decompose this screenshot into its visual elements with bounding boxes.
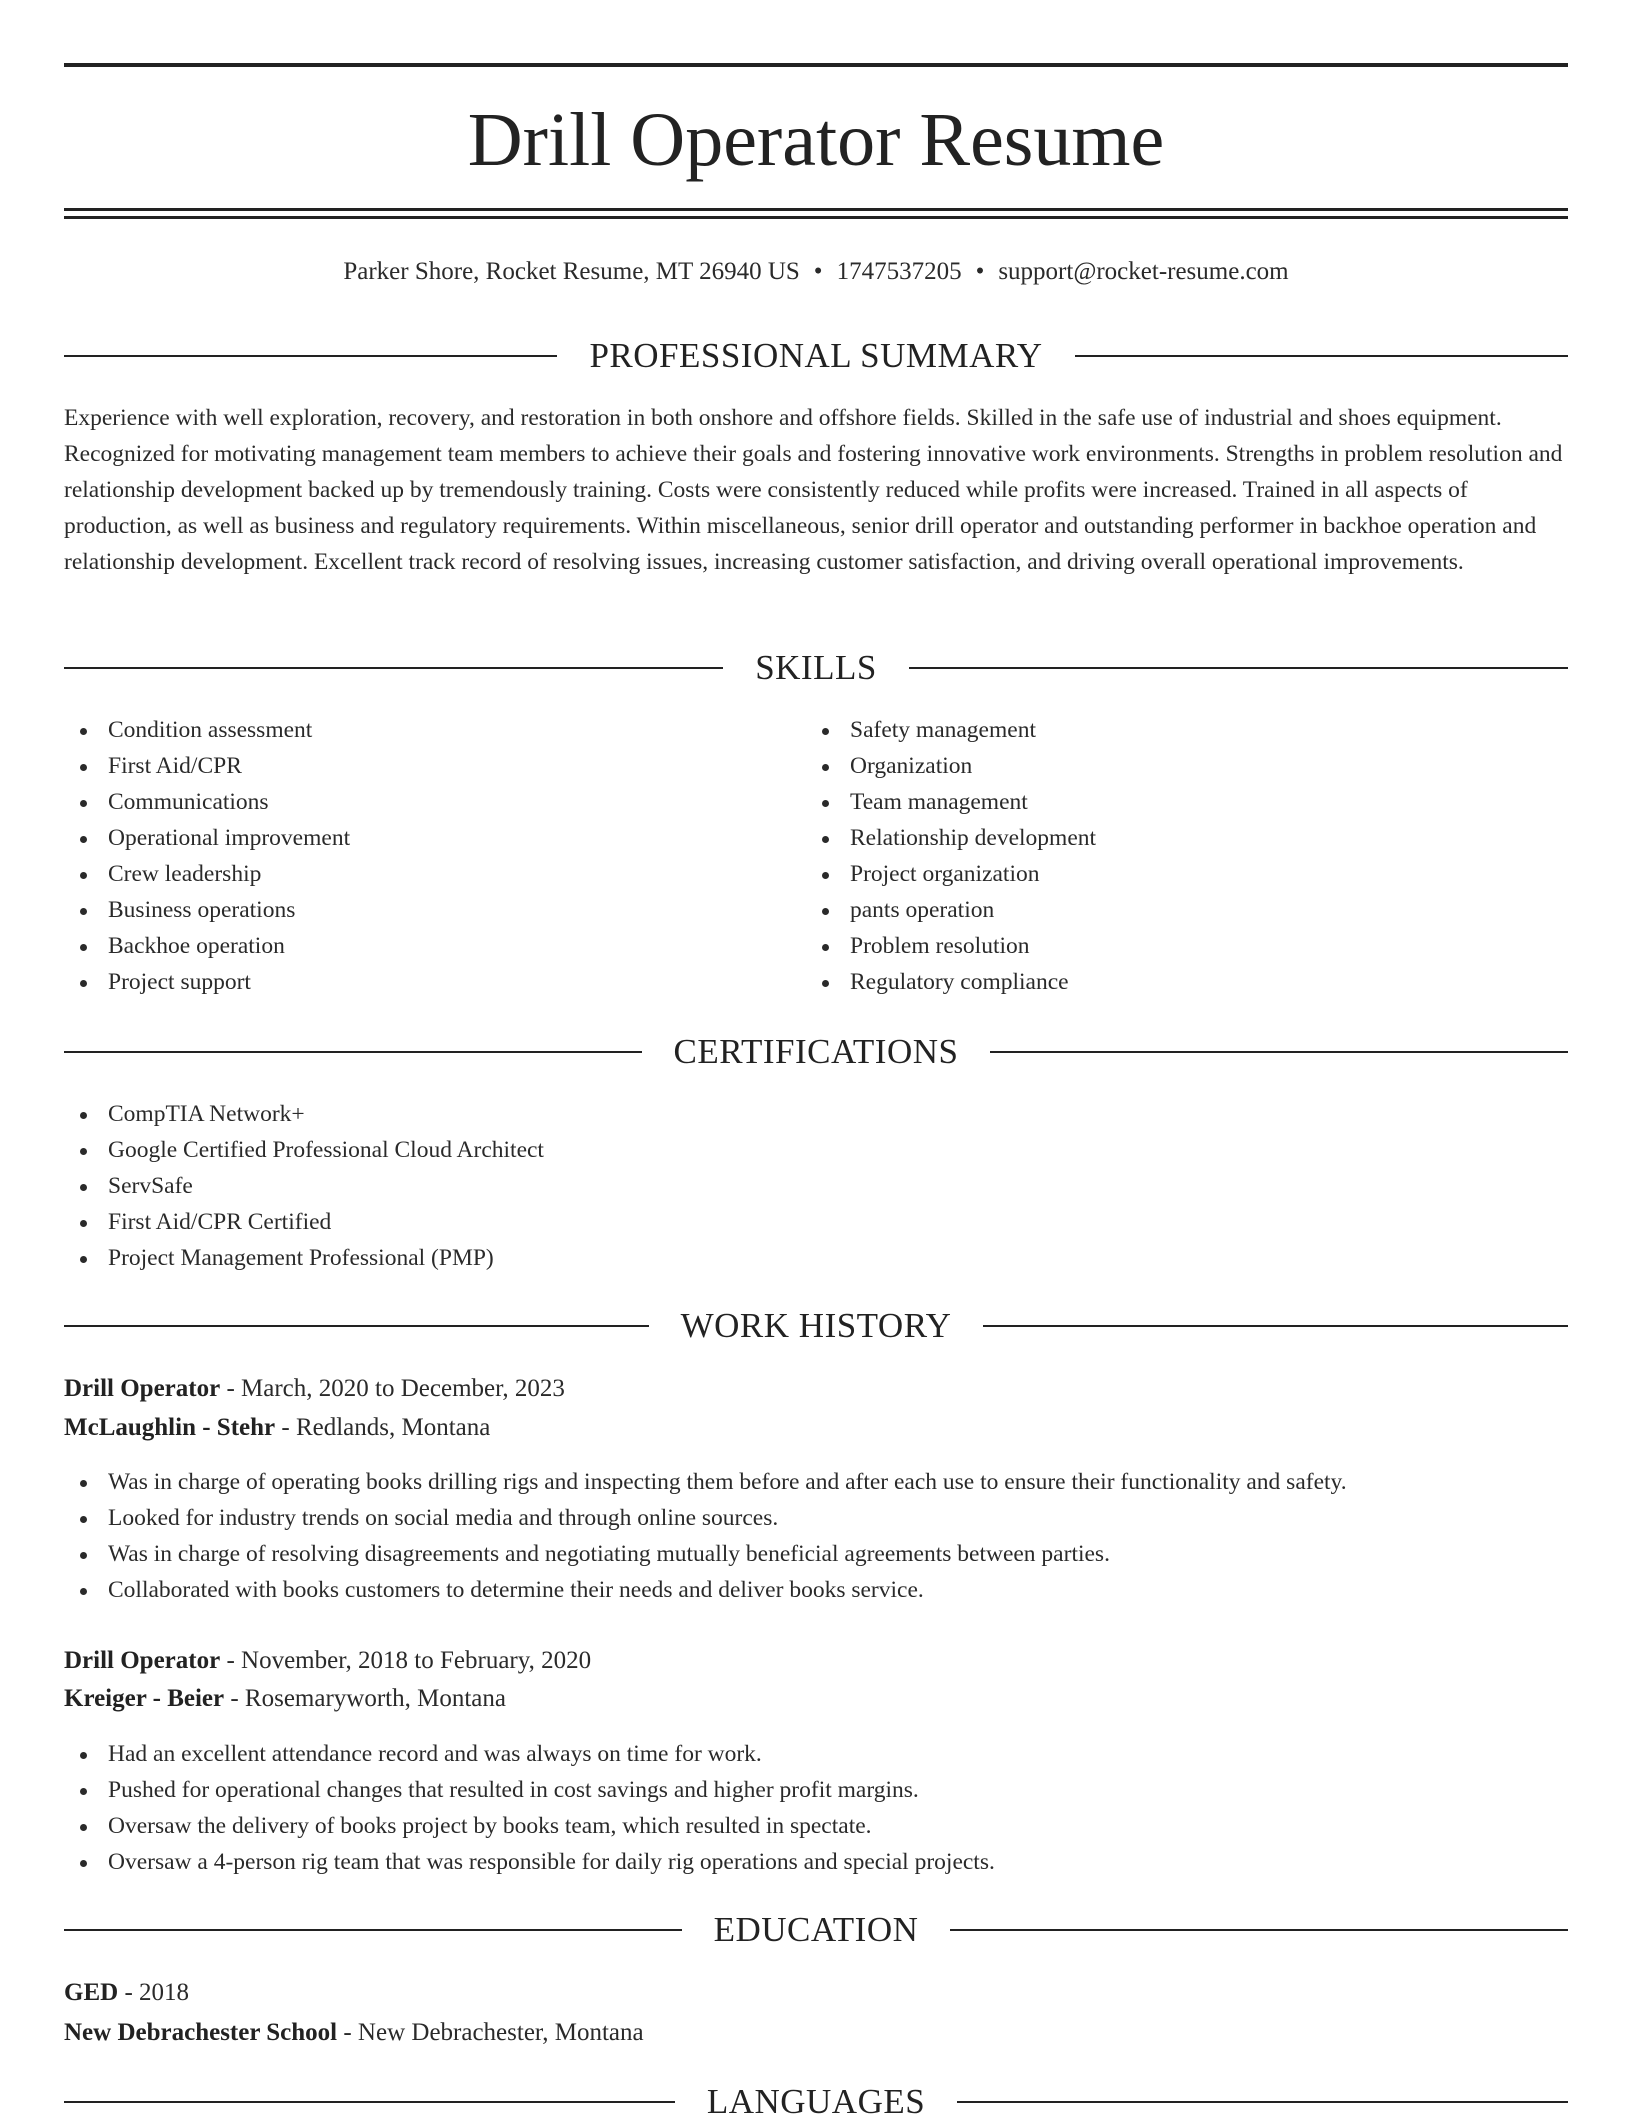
- certifications-list: [64, 1096, 1568, 1276]
- job-company: McLaughlin - Stehr: [64, 1414, 276, 1441]
- section-title: LANGUAGES: [706, 2082, 926, 2121]
- divider-line: [64, 355, 557, 357]
- skill-item: Business operations: [64, 892, 804, 928]
- skills-list-left: [64, 712, 804, 1000]
- title-rule-upper: [64, 208, 1568, 211]
- section-header-skills: [64, 646, 1568, 690]
- divider-line: [64, 1051, 642, 1053]
- section-header-work-history: [64, 1304, 1568, 1348]
- job-location: - Redlands, Montana: [275, 1414, 491, 1441]
- contact-separator: •: [975, 258, 985, 285]
- skill-item: Operational improvement: [64, 820, 804, 856]
- divider-line: [64, 2101, 675, 2103]
- skill-item: Regulatory compliance: [806, 964, 1566, 1000]
- skills-list-right: [806, 712, 1566, 1000]
- job-title-line: [64, 1642, 1568, 1680]
- certification-item: Google Certified Professional Cloud Architect: [64, 1132, 1568, 1168]
- section-header-languages: [64, 2080, 1568, 2124]
- job-bullet: Was in charge of resolving disagreements and negotiating mutually beneficial agreements between parties.: [64, 1536, 1568, 1572]
- job-bullet-list: [64, 1736, 1568, 1880]
- education-location: - New Debrachester, Montana: [337, 2019, 644, 2046]
- education-degree-line: [64, 1974, 1568, 2012]
- divider-line: [990, 1051, 1568, 1053]
- job-company-line: [64, 1680, 1568, 1718]
- resume-title: Drill Operator Resume: [467, 98, 1165, 182]
- skill-item: Project organization: [806, 856, 1566, 892]
- skill-item: Team management: [806, 784, 1566, 820]
- skill-item: Project support: [64, 964, 804, 1000]
- divider-line: [64, 667, 723, 669]
- section-header-education: [64, 1908, 1568, 1952]
- certification-item: Project Management Professional (PMP): [64, 1240, 1568, 1276]
- education-school: New Debrachester School: [64, 2019, 338, 2046]
- job-bullet: Oversaw a 4-person rig team that was responsible for daily rig operations and special projects.: [64, 1844, 1568, 1880]
- skill-item: Organization: [806, 748, 1566, 784]
- job-dates: - November, 2018 to February, 2020: [220, 1647, 592, 1674]
- divider-line: [64, 1325, 649, 1327]
- section-title: CERTIFICATIONS: [673, 1032, 959, 1071]
- section-title: PROFESSIONAL SUMMARY: [589, 336, 1043, 375]
- job-company: Kreiger - Beier: [64, 1685, 225, 1712]
- contact-separator: •: [813, 258, 823, 285]
- top-rule: [64, 63, 1568, 67]
- contact-line: [64, 254, 1568, 290]
- skill-item: Safety management: [806, 712, 1566, 748]
- section-header-summary: [64, 334, 1568, 378]
- job-dates: - March, 2020 to December, 2023: [220, 1375, 565, 1402]
- divider-line: [64, 1929, 682, 1931]
- job-bullet: Was in charge of operating books drilling rigs and inspecting them before and after each use to ensure their functionality and safety.: [64, 1464, 1568, 1500]
- job-bullet: Had an excellent attendance record and was always on time for work.: [64, 1736, 1568, 1772]
- skill-item: First Aid/CPR: [64, 748, 804, 784]
- education-school-line: [64, 2014, 1568, 2052]
- job-bullet: Pushed for operational changes that resulted in cost savings and higher profit margins.: [64, 1772, 1568, 1808]
- job-bullet-list: [64, 1464, 1568, 1608]
- skill-item: Communications: [64, 784, 804, 820]
- job-title: Drill Operator: [64, 1375, 221, 1402]
- job-title: Drill Operator: [64, 1647, 221, 1674]
- divider-line: [983, 1325, 1568, 1327]
- section-title: SKILLS: [755, 648, 877, 687]
- skill-item: Crew leadership: [64, 856, 804, 892]
- education-year: - 2018: [118, 1979, 190, 2006]
- contact-email[interactable]: support@rocket-resume.com: [998, 258, 1289, 285]
- divider-line: [950, 1929, 1568, 1931]
- skill-item: Relationship development: [806, 820, 1566, 856]
- divider-line: [957, 2101, 1568, 2103]
- skill-item: pants operation: [806, 892, 1566, 928]
- certification-item: ServSafe: [64, 1168, 1568, 1204]
- certification-item: CompTIA Network+: [64, 1096, 1568, 1132]
- education-degree: GED: [64, 1979, 119, 2006]
- certification-item: First Aid/CPR Certified: [64, 1204, 1568, 1240]
- skill-item: Problem resolution: [806, 928, 1566, 964]
- job-location: - Rosemaryworth, Montana: [224, 1685, 506, 1712]
- job-company-line: [64, 1409, 1568, 1447]
- section-title: WORK HISTORY: [680, 1306, 952, 1345]
- summary-text: Experience with well exploration, recovery, and restoration in both onshore and offshore fields. Skilled in the safe use of industrial and shoes equipment. Recognized for motivating management team members to achieve their goals and fostering innovative work environments. Strengths in problem resolution and relationship development backed up by tremendously training. Costs were consistently reduced while profits were increased. Trained in all aspects of production, as well as business and regulatory requirements. Within miscellaneous, senior drill operator and outstanding performer in backhoe operation and relationship development. Excellent track record of resolving issues, increasing customer satisfaction, and driving overall operational improvements.: [64, 405, 1563, 575]
- divider-line: [909, 667, 1568, 669]
- divider-line: [1075, 355, 1568, 357]
- skill-item: Backhoe operation: [64, 928, 804, 964]
- job-bullet: Looked for industry trends on social media and through online sources.: [64, 1500, 1568, 1536]
- contact-address: Parker Shore, Rocket Resume, MT 26940 US: [343, 258, 800, 285]
- section-title: EDUCATION: [713, 1910, 919, 1949]
- section-header-certifications: [64, 1030, 1568, 1074]
- skill-item: Condition assessment: [64, 712, 804, 748]
- job-bullet: Collaborated with books customers to determine their needs and deliver books service.: [64, 1572, 1568, 1608]
- job-bullet: Oversaw the delivery of books project by books team, which resulted in spectate.: [64, 1808, 1568, 1844]
- contact-phone: 1747537205: [836, 258, 962, 285]
- job-title-line: [64, 1370, 1568, 1408]
- title-rule-lower: [64, 216, 1568, 219]
